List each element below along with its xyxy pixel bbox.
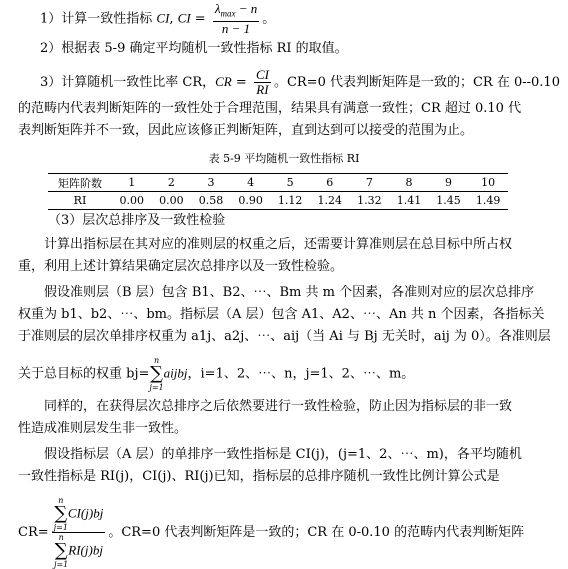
table-ri-row bbox=[48, 192, 508, 210]
order-cell: 8 bbox=[389, 174, 429, 192]
step3-line3: 表判断矩阵并不一致，因此应该修正判断矩阵，直到达到可以接受的范围为止。 bbox=[18, 123, 474, 138]
ci-fraction: $\frac{\lambda_{max} - n}{n - 1}$ bbox=[214, 1, 258, 36]
step3-line2: 的范畴内代表判断矩阵的一致性处于合理范围，结果具有满意一致性；CR 超过 0.10 代 bbox=[18, 101, 522, 116]
para2-line2: 权重为 b1、b2、⋯、bm。指标层（A 层）包含 A1、A2、⋯、An 共 n 个因素，各指标关 bbox=[18, 307, 545, 322]
order-cell: 10 bbox=[468, 174, 508, 192]
ci-symbol: CI bbox=[156, 10, 170, 26]
cr-formula-line bbox=[18, 496, 568, 569]
para4-line2: 一致性指标是 RI(j)，CI(j)、RI(j)已知，指标层的总排序随机一致性比例计算公式是 bbox=[18, 469, 500, 484]
order-cell: 7 bbox=[350, 174, 390, 192]
cr-formula-tail: 。CR=0 代表判断矩阵是一致的；CR 在 0-0.10 的范畴内代表判断矩阵 bbox=[108, 525, 525, 540]
cr-symbol: CR bbox=[215, 74, 232, 89]
para2-line1: 假设准则层（B 层）包含 B1、B2、⋯、Bm 共 m 个因素，各准则对应的层次总排序 bbox=[44, 285, 535, 300]
para2-line4: 关于总目标的权重 bj= n ∑ j=1 aijbj，i=1、2、⋯、n，j=1、2、⋯、m。 bbox=[18, 356, 415, 392]
step3-line: 3）计算随机一致性比率 CR，CR = $\frac{CI}{RI}$ 。CR=0 代表判断矩阵是一致的；CR 在 0--0.10 bbox=[40, 67, 560, 97]
para2-line3: 于准则层的层次单排序权重为 a1j、a2j、⋯、aij（当 Ai 与 Bj 无关时，aij 为 0）。各准则层 bbox=[18, 329, 551, 344]
ri-cell: 1.12 bbox=[270, 192, 310, 210]
ri-cell: 0.00 bbox=[112, 192, 152, 210]
ci-symbol-2: CI bbox=[177, 10, 191, 26]
ri-table bbox=[48, 173, 508, 210]
table-caption: 表 5-9 平均随机一致性指标 RI bbox=[208, 152, 360, 165]
step2-line: 2）根据表 5-9 确定平均随机一致性指标 RI 的取值。 bbox=[40, 41, 348, 56]
ri-cell: 0.90 bbox=[231, 192, 271, 210]
para1-line2: 重，利用上述计算结果确定层次总排序以及一致性检验。 bbox=[18, 259, 344, 274]
summation-symbol: n ∑ j=1 bbox=[149, 356, 164, 392]
row-label: RI bbox=[48, 192, 112, 210]
cr-sum-fraction: n ∑ j=1 CI(j)bj n ∑ j=1 RI(j)bj bbox=[53, 496, 104, 569]
para3-line2: 性造成准则层发生非一致性。 bbox=[18, 421, 188, 436]
order-cell: 1 bbox=[112, 174, 152, 192]
ri-cell: 1.41 bbox=[389, 192, 429, 210]
ri-cell: 0.58 bbox=[191, 192, 231, 210]
ri-cell: 0.00 bbox=[152, 192, 192, 210]
ri-cell: 1.24 bbox=[310, 192, 350, 210]
order-cell: 6 bbox=[310, 174, 350, 192]
step1-line: 1）计算一致性指标 CI, CI = $\frac{\lambda_{max} - n}{n - 1}$ 。 bbox=[40, 1, 276, 36]
order-cell: 4 bbox=[231, 174, 271, 192]
table-header-row bbox=[48, 174, 508, 192]
section-title: （3）层次总排序及一致性检验 bbox=[48, 213, 226, 228]
order-cell: 5 bbox=[270, 174, 310, 192]
step1-prefix: 1）计算一致性指标 bbox=[40, 11, 157, 27]
order-cell: 9 bbox=[429, 174, 469, 192]
order-cell: 3 bbox=[191, 174, 231, 192]
header-label: 矩阵阶数 bbox=[48, 174, 112, 192]
para1-line1: 计算出指标层在其对应的准则层的权重之后，还需要计算准则层在总目标中所占权 bbox=[44, 237, 513, 252]
para3-line1: 同样的，在获得层次总排序之后依然要进行一致性检验，防止因为指标层的非一致 bbox=[44, 399, 513, 414]
ri-cell: 1.45 bbox=[429, 192, 469, 210]
para4-line1: 假设指标层（A 层）的单排序一致性指标是 CI(j)，(j=1、2、⋯、m)，各平均随机 bbox=[44, 447, 522, 462]
cr-lhs: CR= bbox=[18, 525, 49, 540]
ri-cell: 1.49 bbox=[468, 192, 508, 210]
ri-cell: 1.32 bbox=[350, 192, 390, 210]
cr-fraction: $\frac{CI}{RI}$ bbox=[255, 67, 269, 97]
order-cell: 2 bbox=[152, 174, 192, 192]
